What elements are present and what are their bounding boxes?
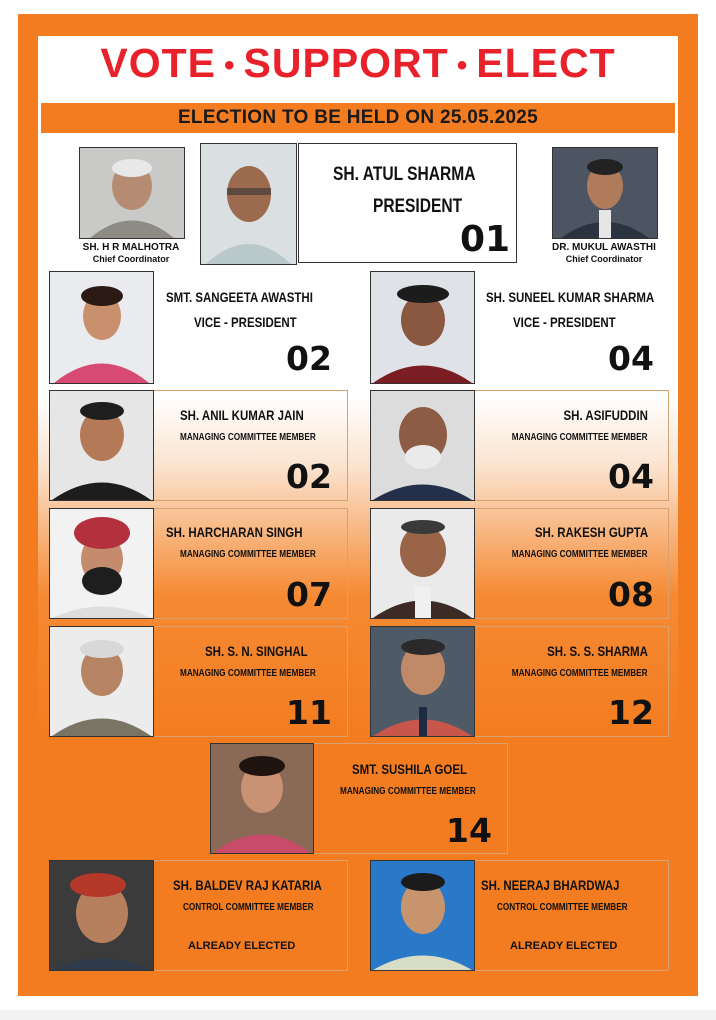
member-name: SH. HARCHARAN SINGH <box>166 524 303 540</box>
member-photo-rakesh <box>370 508 475 619</box>
member-name: SH. ANIL KUMAR JAIN <box>180 407 304 423</box>
vp-role-right: VICE - PRESIDENT <box>513 314 616 330</box>
member-name: SH. S. S. SHARMA <box>547 643 648 659</box>
headline-elect: ELECT <box>476 40 616 86</box>
control-status: ALREADY ELECTED <box>188 940 296 952</box>
president-role: PRESIDENT <box>373 196 463 217</box>
headline-separator-1: • <box>224 49 236 83</box>
control-role: CONTROL COMMITTEE MEMBER <box>183 902 314 913</box>
member-name: SMT. SUSHILA GOEL <box>352 761 468 777</box>
member-name: SH. ASIFUDDIN <box>563 407 648 423</box>
member-photo-sssharma <box>370 626 475 737</box>
member-number: 07 <box>286 575 332 614</box>
headline-support: SUPPORT <box>243 40 449 86</box>
member-number: 12 <box>608 693 654 732</box>
headline-vote: VOTE <box>100 40 216 86</box>
control-photo-baldev <box>49 860 154 971</box>
member-number: 11 <box>286 693 332 732</box>
member-photo-sushila <box>210 743 314 854</box>
coordinator-photo-awasthi <box>552 147 658 239</box>
bottom-strip <box>0 1010 716 1020</box>
portrait-placeholder-icon <box>201 144 296 264</box>
member-photo-asifuddin <box>370 390 475 501</box>
control-role: CONTROL COMMITTEE MEMBER <box>497 902 628 913</box>
vp-name-left: SMT. SANGEETA AWASTHI <box>166 289 313 305</box>
vp-number-left: 02 <box>286 339 332 378</box>
member-role: MANAGING COMMITTEE MEMBER <box>180 668 316 679</box>
portrait-placeholder-icon <box>50 391 153 500</box>
portrait-placeholder-icon <box>371 861 474 970</box>
member-role: MANAGING COMMITTEE MEMBER <box>180 432 316 443</box>
election-date-banner: ELECTION TO BE HELD ON 25.05.2025 <box>41 103 675 133</box>
president-number: 01 <box>460 219 511 260</box>
member-photo-harcharan <box>49 508 154 619</box>
control-photo-neeraj <box>370 860 475 971</box>
coordinator-name-left: SH. H R MALHOTRA <box>82 242 180 253</box>
portrait-placeholder-icon <box>553 148 657 238</box>
portrait-placeholder-icon <box>211 744 313 853</box>
member-number: 14 <box>446 811 492 850</box>
member-name: SH. RAKESH GUPTA <box>534 524 648 540</box>
portrait-placeholder-icon <box>50 627 153 736</box>
portrait-placeholder-icon <box>371 509 474 618</box>
coordinator-photo-malhotra <box>79 147 185 239</box>
vp-number-right: 04 <box>608 339 654 378</box>
portrait-placeholder-icon <box>371 272 474 383</box>
member-photo-singhal <box>49 626 154 737</box>
vp-photo-sangeeta <box>49 271 154 384</box>
portrait-placeholder-icon <box>50 509 153 618</box>
member-number: 04 <box>608 457 654 496</box>
coordinator-role-left: Chief Coordinator <box>92 254 170 264</box>
control-name: SH. NEERAJ BHARDWAJ <box>481 877 620 893</box>
coordinator-role-right: Chief Coordinator <box>565 254 643 264</box>
vp-role-left: VICE - PRESIDENT <box>194 314 297 330</box>
portrait-placeholder-icon <box>371 627 474 736</box>
member-role: MANAGING COMMITTEE MEMBER <box>512 549 648 560</box>
coordinator-name-right: DR. MUKUL AWASTHI <box>552 242 656 253</box>
headline <box>38 40 678 87</box>
member-role: MANAGING COMMITTEE MEMBER <box>512 432 648 443</box>
member-role: MANAGING COMMITTEE MEMBER <box>512 668 648 679</box>
member-photo-anil <box>49 390 154 501</box>
member-number: 02 <box>286 457 332 496</box>
member-name: SH. S. N. SINGHAL <box>205 643 308 659</box>
portrait-placeholder-icon <box>50 861 153 970</box>
member-role: MANAGING COMMITTEE MEMBER <box>180 549 316 560</box>
member-number: 08 <box>608 575 654 614</box>
portrait-placeholder-icon <box>80 148 184 238</box>
president-photo <box>200 143 297 265</box>
president-name: SH. ATUL SHARMA <box>333 164 476 185</box>
vp-name-right: SH. SUNEEL KUMAR SHARMA <box>486 289 655 305</box>
member-role: MANAGING COMMITTEE MEMBER <box>340 786 476 797</box>
control-name: SH. BALDEV RAJ KATARIA <box>173 877 322 893</box>
headline-separator-2: • <box>456 49 469 83</box>
vp-photo-suneel <box>370 271 475 384</box>
portrait-placeholder-icon <box>50 272 153 383</box>
portrait-placeholder-icon <box>371 391 474 500</box>
control-status: ALREADY ELECTED <box>510 940 618 952</box>
